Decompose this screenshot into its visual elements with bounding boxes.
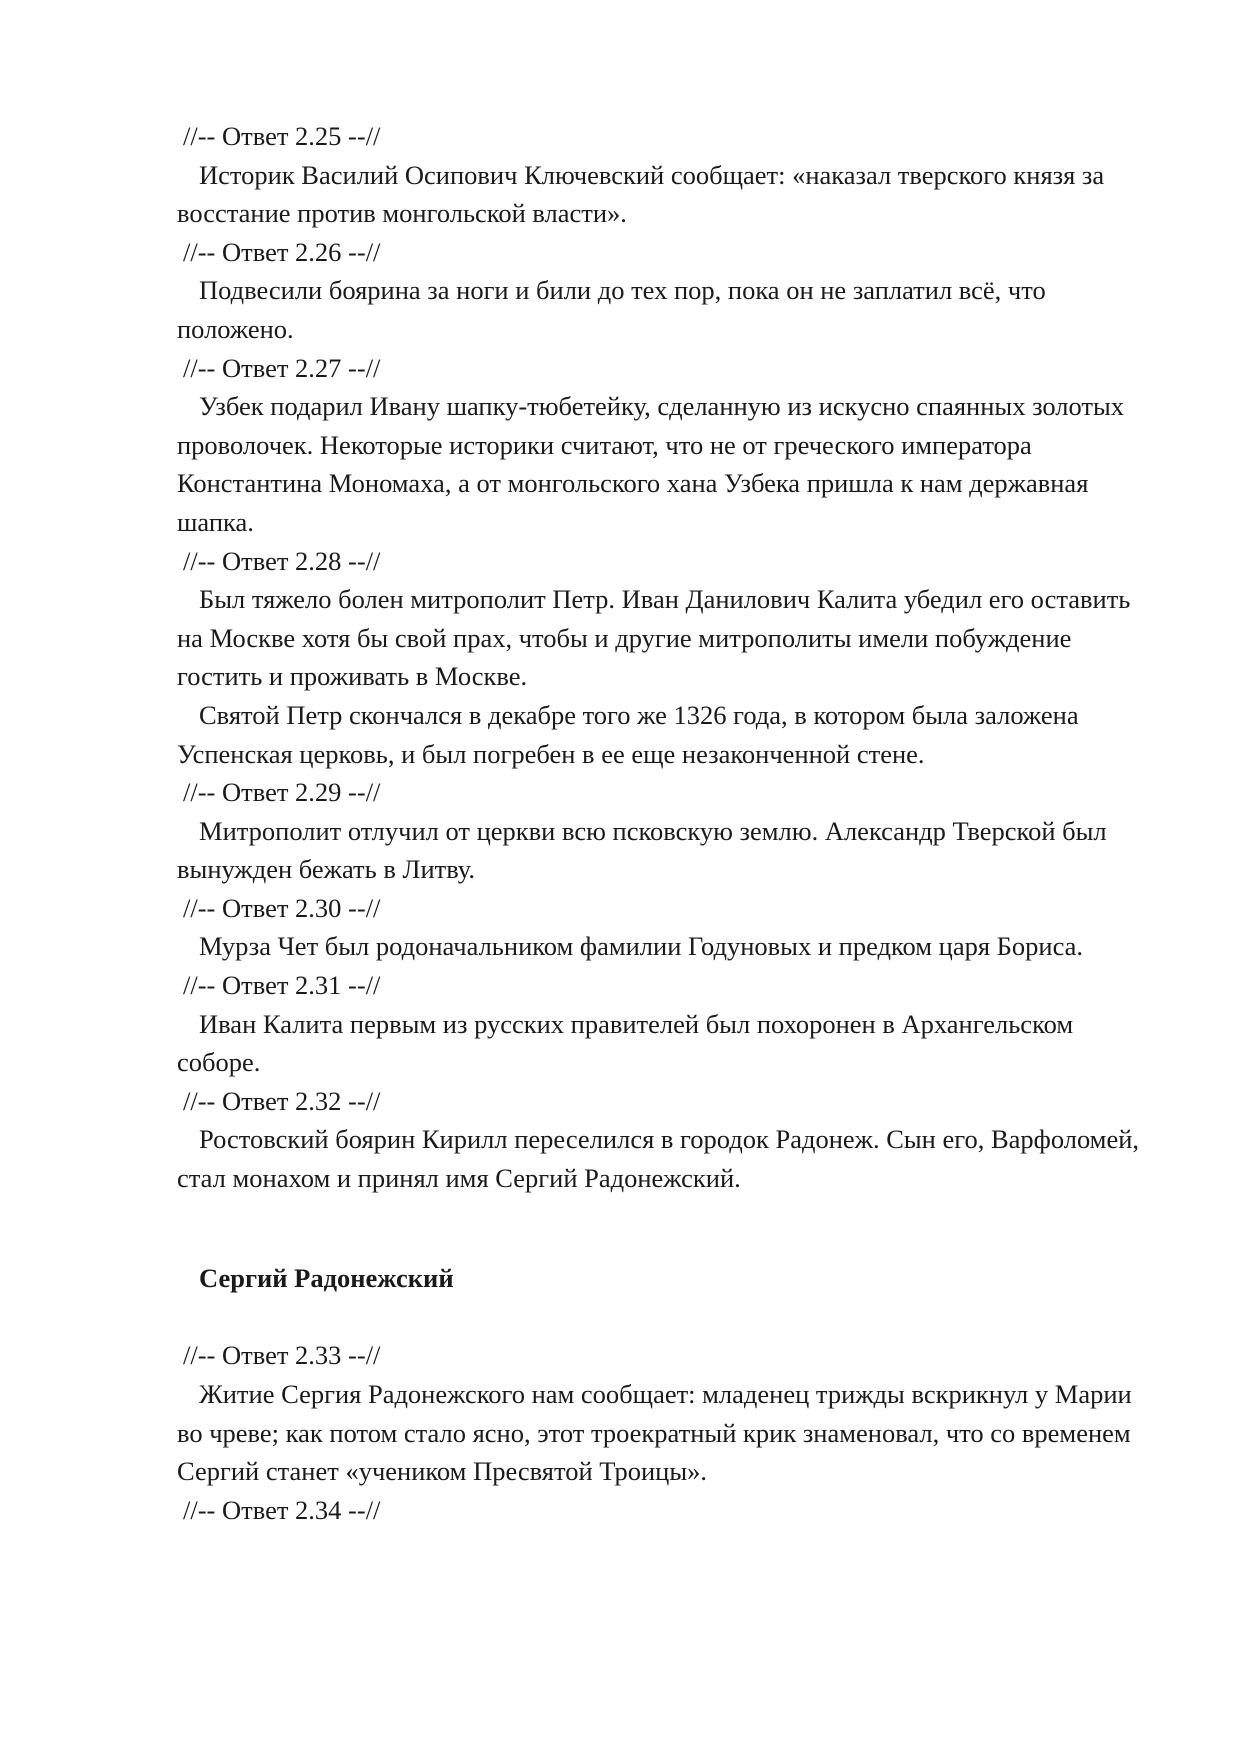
answer-paragraph: Митрополит отлучил от церкви всю псковскую землю. Александр Тверской был вынужден бежать в Литву.: [177, 815, 1107, 885]
answer-marker: //-- Ответ 2.30 --//: [183, 892, 381, 923]
answer-paragraph: Мурза Чет был родоначальником фамилии Годуновых и предком царя Бориса.: [199, 931, 1084, 962]
answer-marker: //-- Ответ 2.31 --//: [183, 970, 381, 1001]
answer-paragraph: Ростовский боярин Кирилл переселился в городок Радонеж. Сын его, Варфоломей, стал монахом и принял имя Сергий Радонежский.: [177, 1124, 1140, 1194]
answer-marker: //-- Ответ 2.34 --//: [183, 1494, 381, 1525]
answer-paragraph: Узбек подарил Ивану шапку-тюбетейку, сделанную из искусно спаянных золотых проволочек. Некоторые историки считают, что не от греческого императора Константина Мономаха, а от монгольского хана Узбека пришла к нам державная шапка.: [177, 391, 1125, 537]
answer-marker: //-- Ответ 2.26 --//: [183, 236, 381, 267]
answer-paragraph: Подвесили боярина за ноги и били до тех пор, пока он не заплатил всё, что положено.: [177, 275, 1046, 344]
document-page: [177, 117, 1157, 1529]
answer-marker: //-- Ответ 2.29 --//: [183, 777, 381, 808]
answer-marker: //-- Ответ 2.27 --//: [183, 352, 381, 383]
answer-paragraph: Иван Калита первым из русских правителей был похоронен в Архангельском соборе.: [177, 1008, 1074, 1078]
answer-marker: //-- Ответ 2.28 --//: [183, 545, 381, 576]
answer-marker: //-- Ответ 2.25 --//: [183, 121, 381, 151]
answer-paragraph: Был тяжело болен митрополит Петр. Иван Данилович Калита убедил его оставить на Москве хотя бы свой прах, чтобы и другие митрополиты имели побуждение гостить и проживать в Москве.: [177, 584, 1131, 692]
answer-paragraph: Историк Василий Осипович Ключевский сообщает: «наказал тверского князя за восстание против монгольской власти».: [177, 159, 1105, 229]
answer-marker: //-- Ответ 2.32 --//: [183, 1085, 381, 1116]
answer-paragraph: Житие Сергия Радонежского нам сообщает: младенец трижды вскрикнул у Марии во чреве; как потом стало ясно, этот троекратный крик знаменовал, что со временем Сергий станет «учеником Пресвятой Троицы».: [177, 1379, 1132, 1487]
section-heading: Сергий Радонежский: [199, 1263, 454, 1294]
answer-marker: //-- Ответ 2.33 --//: [183, 1340, 381, 1371]
answer-paragraph: Святой Петр скончался в декабре того же 1326 года, в котором была заложена Успенская церковь, и был погребен в ее еще незаконченной стене.: [177, 699, 1079, 769]
